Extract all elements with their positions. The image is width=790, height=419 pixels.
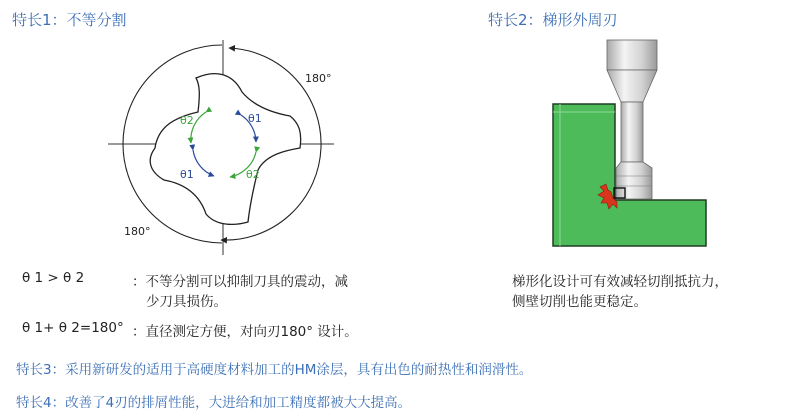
- trapezoid-edge-diagram: [550, 38, 710, 248]
- condition1-desc-line1: ：不等分割可以抑制刀具的震动，减: [132, 274, 348, 290]
- condition1-desc-line2: 少刀具损伤。: [146, 294, 227, 310]
- feature2-title: 特长2：梯形外周刃: [488, 11, 618, 29]
- feature4-text: 特长4：改善了4刃的排屑性能，大进给和加工精度都被大大提高。: [16, 395, 412, 411]
- feature2-desc-line2: 侧壁切削也能更稳定。: [512, 294, 647, 310]
- condition1-label: θ 1 > θ 2: [22, 270, 85, 286]
- angle-bottom-label: 180°: [124, 225, 151, 238]
- unequal-split-diagram: [100, 35, 340, 260]
- cutter-profile: [150, 74, 301, 225]
- theta-label: θ1: [180, 168, 194, 181]
- feature3-text: 特长3：采用新研发的适用于高硬度材料加工的HM涂层，具有出色的耐热性和润滑性。: [16, 362, 533, 378]
- theta-label: θ1: [248, 112, 262, 125]
- condition2-label: θ 1+ θ 2=180°: [22, 320, 124, 336]
- condition2-desc: ：直径测定方便，对向刃180° 设计。: [132, 324, 358, 340]
- angle-top-label: 180°: [305, 72, 332, 85]
- theta-label: θ2: [180, 114, 194, 127]
- theta-label: θ2: [246, 168, 260, 181]
- feature1-title: 特长1：不等分割: [12, 11, 127, 29]
- feature2-desc-line1: 梯形化设计可有效减轻切削抵抗力，: [512, 274, 728, 290]
